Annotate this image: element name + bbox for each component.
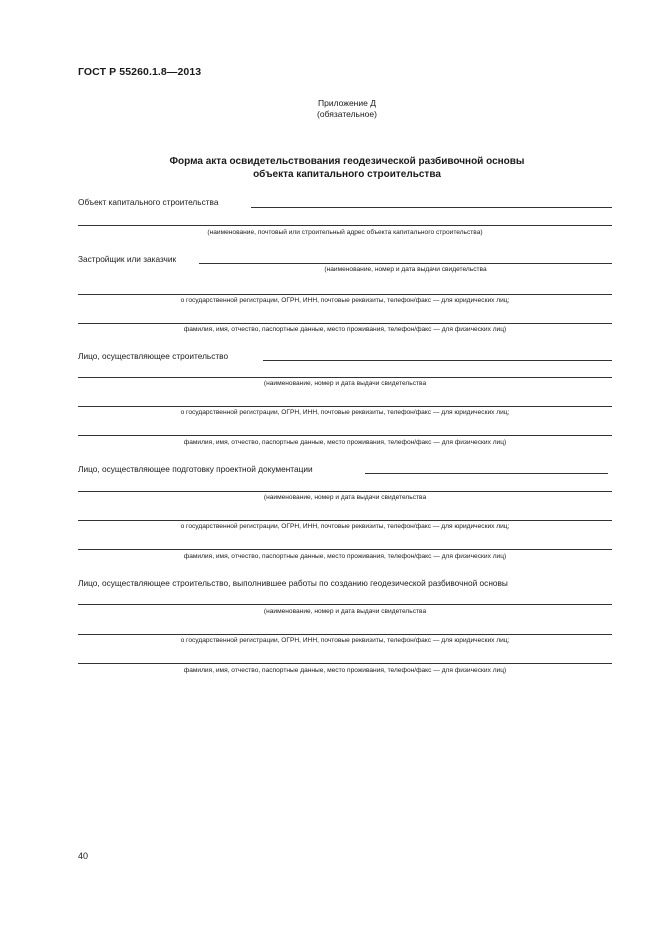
surveyor-caption-person: фамилия, имя, отчество, паспортные данные, место проживания, телефон/факс — для физических лиц)	[183, 667, 507, 674]
appendix-status: (обязательное)	[317, 109, 377, 119]
object-line-2[interactable]	[78, 225, 612, 226]
developer-line-2[interactable]	[78, 294, 612, 295]
developer-caption-certificate: (наименование, номер и дата выдачи свидетельства	[324, 266, 487, 273]
form-title-line-2: объекта капитального строительства	[253, 169, 441, 180]
developer-line[interactable]	[199, 263, 612, 264]
designer-caption-legal: о государственной регистрации, ОГРН, ИНН, почтовые реквизиты, телефон/факс — для юридических лиц;	[180, 523, 510, 530]
builder-line-4[interactable]	[78, 435, 612, 436]
surveyor-caption-legal: о государственной регистрации, ОГРН, ИНН, почтовые реквизиты, телефон/факс — для юридических лиц;	[180, 637, 510, 644]
builder-label: Лицо, осуществляющее строительство	[78, 351, 229, 361]
surveyor-caption-certificate: (наименование, номер и дата выдачи свидетельства	[263, 608, 427, 615]
builder-caption-person: фамилия, имя, отчество, паспортные данные, место проживания, телефон/факс — для физических лиц)	[183, 439, 507, 446]
surveyor-label: Лицо, осуществляющее строительство, выполнившее работы по созданию геодезической разбивочной основы	[78, 578, 508, 588]
designer-line-3[interactable]	[78, 520, 612, 521]
object-line[interactable]	[251, 207, 612, 208]
designer-line[interactable]	[365, 473, 608, 474]
builder-line-3[interactable]	[78, 406, 612, 407]
object-label: Объект капитального строительства	[78, 197, 219, 207]
designer-caption-certificate: (наименование, номер и дата выдачи свидетельства	[263, 494, 427, 501]
builder-line[interactable]	[263, 360, 612, 361]
designer-label: Лицо, осуществляющее подготовку проектной документации	[78, 464, 313, 474]
builder-caption-certificate: (наименование, номер и дата выдачи свидетельства	[263, 380, 427, 387]
object-caption: (наименование, почтовый или строительный адрес объекта капитального строительства)	[207, 229, 483, 236]
form-title-line-1: Форма акта освидетельствования геодезической разбивочной основы	[169, 156, 525, 167]
developer-caption-person: фамилия, имя, отчество, паспортные данные, место проживания, телефон/факс — для физических лиц)	[183, 326, 507, 333]
builder-caption-legal: о государственной регистрации, ОГРН, ИНН, почтовые реквизиты, телефон/факс — для юридических лиц;	[180, 409, 510, 416]
designer-line-2[interactable]	[78, 491, 612, 492]
surveyor-line-2[interactable]	[78, 634, 612, 635]
builder-line-2[interactable]	[78, 377, 612, 378]
surveyor-line[interactable]	[78, 604, 612, 605]
designer-caption-person: фамилия, имя, отчество, паспортные данные, место проживания, телефон/факс — для физических лиц)	[183, 553, 507, 560]
designer-line-4[interactable]	[78, 549, 612, 550]
appendix-heading	[0, 98, 661, 120]
developer-line-3[interactable]	[78, 323, 612, 324]
standard-number: ГОСТ Р 55260.1.8—2013	[78, 66, 202, 78]
appendix-label: Приложение Д	[318, 98, 376, 108]
surveyor-line-3[interactable]	[78, 663, 612, 664]
developer-caption-legal: о государственной регистрации, ОГРН, ИНН, почтовые реквизиты, телефон/факс — для юридических лиц;	[180, 297, 510, 304]
developer-label: Застройщик или заказчик	[78, 254, 177, 264]
form-title	[0, 155, 661, 181]
page-number: 40	[78, 851, 89, 861]
